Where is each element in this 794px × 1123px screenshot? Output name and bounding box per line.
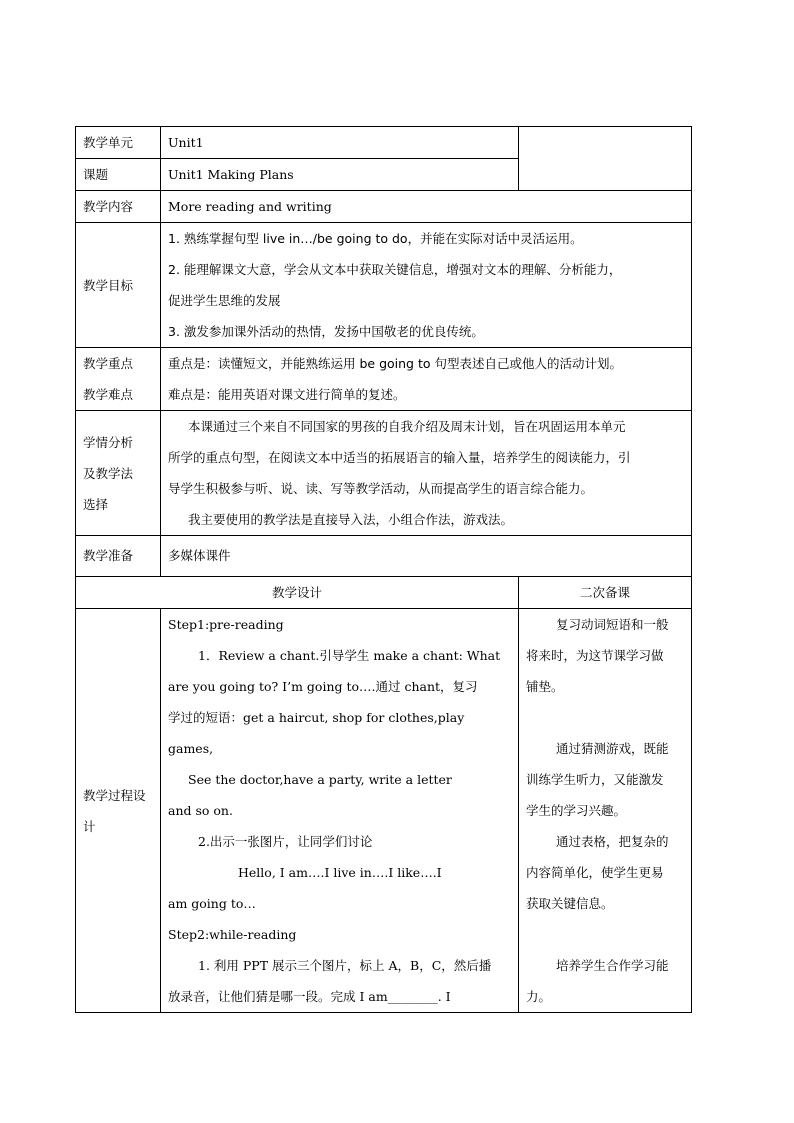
design-header-right: 二次备课 [519,577,692,609]
step1-line-1: 1．Review a chant.引导学生 make a chant: What [198,648,501,663]
goal-item-2: 2. 能理解课文大意，学会从文本中获取关键信息，增强对文本的理解、分析能力， [168,262,622,277]
content-value: More reading and writing [161,191,692,223]
process-label-2: 计 [83,818,96,834]
goal-item-2-cont: 促进学生思维的发展 [168,293,281,308]
focus-label: 教学重点 [83,356,134,371]
row-design-header [76,577,692,609]
note-3-line-1: 通过表格，把复杂的 [556,834,669,849]
step2-line-2: 放录音，让他们猜是哪一段。完成 I am________. I [168,989,451,1004]
unit-value: Unit1 [161,127,519,159]
difficulty-text: 难点是：能用英语对课文进行简单的复述。 [168,387,406,402]
note-3-line-3: 获取关键信息。 [526,896,614,911]
note-4-line-1: 培养学生合作学习能 [556,958,669,973]
step1-title: Step1:pre-reading [168,617,284,632]
row-content [76,191,692,223]
process-notes [519,609,692,1013]
step2-title: Step2:while-reading [168,927,297,942]
analysis-line-2: 所学的重点句型，在阅读文本中适当的拓展语言的输入量，培养学生的阅读能力，引 [168,450,631,465]
row-unit [76,127,692,159]
difficulty-label: 教学难点 [83,387,134,402]
note-2-line-3: 学生的学习兴趣。 [526,803,627,818]
goal-item-3: 3. 激发参加课外活动的热情，发扬中国敬老的优良传统。 [168,324,484,339]
key-points-content [161,348,692,411]
note-spacer-1 [526,702,684,733]
key-points-label [76,348,161,411]
topic-label: 课题 [76,159,161,191]
prep-label: 教学准备 [76,536,161,577]
row-process [76,609,692,1013]
unit-label: 教学单元 [76,127,161,159]
step1-line-6: and so on. [168,803,233,818]
step1-line-8: Hello, I am….I live in….I like….I [238,865,442,880]
content-label: 教学内容 [76,191,161,223]
analysis-line-3: 导学生积极参与听、说、读、写等教学活动，从而提高学生的语言综合能力。 [168,481,594,496]
process-label-1: 教学过程设 [83,787,146,803]
step2-line-1: 1. 利用 PPT 展示三个图片，标上 A，B，C，然后播 [198,958,492,973]
process-label [76,609,161,1013]
design-header-left: 教学设计 [76,577,519,609]
analysis-label-2: 及教学法 [83,465,134,481]
step1-line-7: 2.出示一张图片，让同学们讨论 [198,834,373,849]
process-steps [161,609,519,1013]
row-prep [76,536,692,577]
goals-label: 教学目标 [76,223,161,348]
note-2-line-2: 训练学生听力，又能激发 [526,772,664,787]
goal-item-1: 1. 熟练掌握句型 live in…/be going to do，并能在实际对话中灵活运用。 [168,231,583,246]
note-4-line-2: 力。 [526,989,552,1004]
goals-list [161,223,692,348]
focus-text: 重点是：读懂短文，并能熟练运用 be going to 句型表述自己或他人的活动计划。 [168,356,622,371]
analysis-label-3: 选择 [83,496,109,512]
note-1-line-3: 铺垫。 [526,679,564,694]
topic-value: Unit1 Making Plans [161,159,519,191]
note-1-line-2: 将来时，为这节课学习做 [526,648,664,663]
row-analysis [76,411,692,536]
analysis-content [161,411,692,536]
step1-line-2: are you going to? I’m going to….通过 chant，复习 [168,679,478,694]
step1-line-4: games, [168,741,214,756]
analysis-line-4: 我主要使用的教学法是直接导入法，小组合作法，游戏法。 [188,512,514,527]
lesson-plan-table [75,126,692,1013]
analysis-label-1: 学情分析 [83,434,134,450]
blank-cell [519,127,692,191]
note-1-line-1: 复习动词短语和一般 [556,617,669,632]
note-spacer-2 [526,919,684,950]
step1-line-5: See the doctor,have a party, write a letter [188,772,452,787]
prep-value: 多媒体课件 [161,536,692,577]
analysis-label [76,411,161,536]
analysis-line-1: 本课通过三个来自不同国家的男孩的自我介绍及周末计划，旨在巩固运用本单元 [188,419,626,434]
step1-line-9: am going to… [168,896,256,911]
step1-line-3: 学过的短语：get a haircut, shop for clothes,play [168,710,465,725]
row-key-points [76,348,692,411]
row-goals [76,223,692,348]
note-2-line-1: 通过猜测游戏，既能 [556,741,669,756]
note-3-line-2: 内容简单化，使学生更易 [526,865,664,880]
